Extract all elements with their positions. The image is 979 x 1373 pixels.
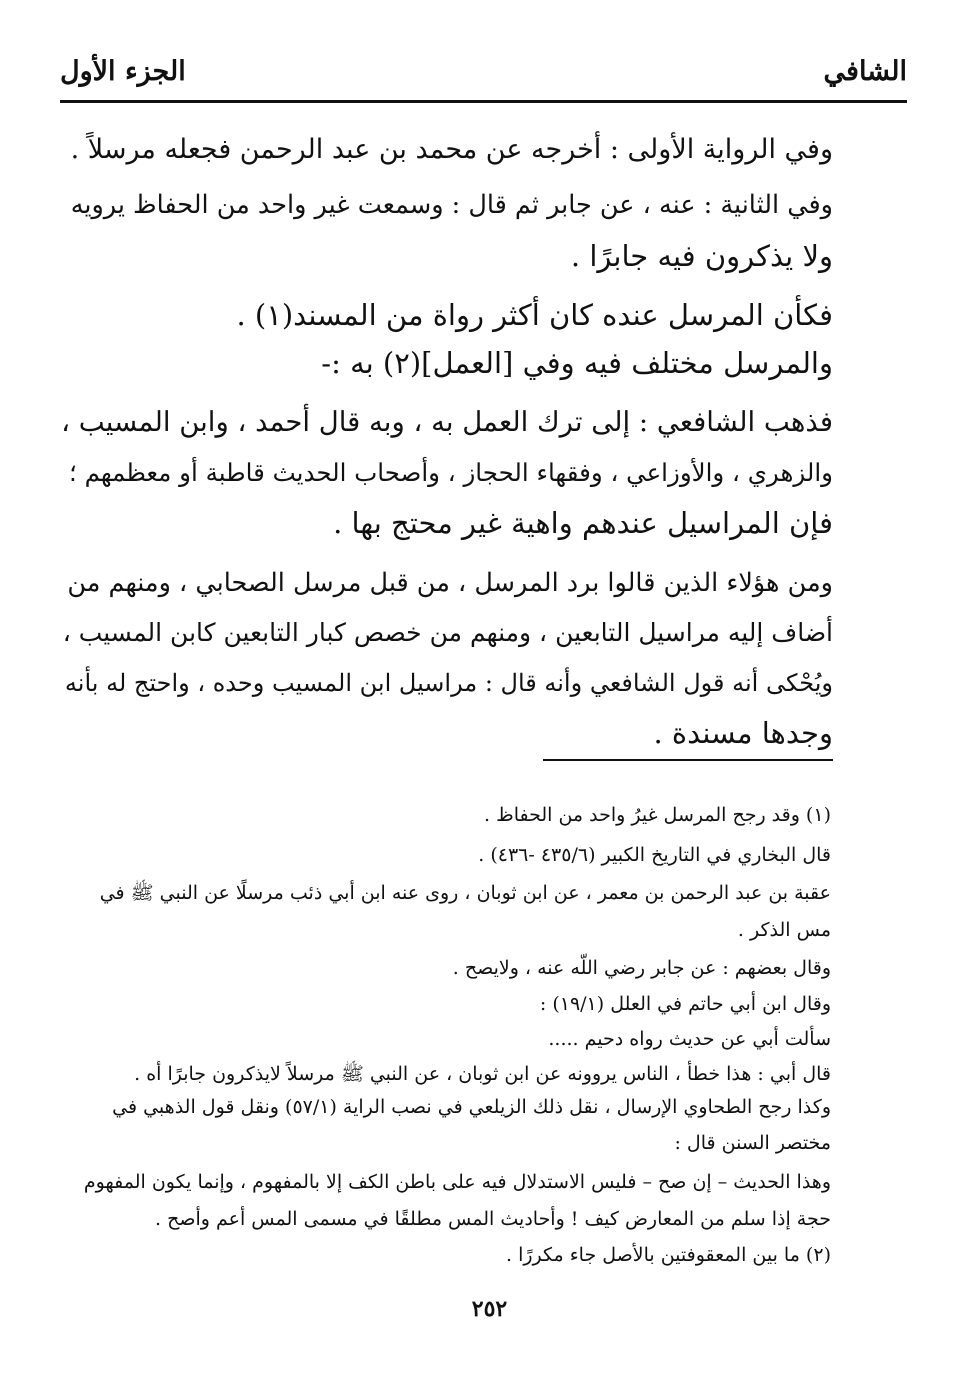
footnote-line: مختصر السنن قال : [674,1132,831,1154]
footnote-line: حجة إذا سلم من المعارض كيف ! وأحاديث المس مطلقًا في مسمى المس أعم وأصح . [155,1208,831,1230]
body-line: فكأن المرسل عنده كان أكثر رواة من المسند(١) . [236,298,833,332]
body-line: وفي الثانية : عنه ، عن جابر ثم قال : وسمعت غير واحد من الحفاظ يرويه [70,190,833,220]
footnote-separator [543,759,833,761]
footnote-line: سألت أبي عن حديث رواه دحيم ..... [548,1028,831,1050]
footnote-line: عقبة بن عبد الرحمن بن معمر ، عن ابن ثوبان ، روى عنه ابن أبي ذئب مرسلًا عن النبي ﷺ في [99,882,831,904]
footnote-line: (١) وقد رجح المرسل غيرُ واحد من الحفاظ . [484,804,831,826]
body-line: ومن هؤلاء الذين قالوا برد المرسل ، من قبل مرسل الصحابي ، ومنهم من [67,568,833,598]
body-line: وجدها مسندة . [653,716,833,750]
footnote-line: قال أبي : هذا خطأ ، الناس يروونه عن ابن ثوبان ، عن النبي ﷺ مرسلاً لايذكرون جابرًا أه . [134,1063,831,1085]
body-line: أضاف إليه مراسيل التابعين ، ومنهم من خصص كبار التابعين كابن المسيب ، [62,618,833,647]
body-line: فإن المراسيل عندهم واهية غير محتج بها . [333,506,833,540]
page-number: ٢٥٢ [471,1296,508,1322]
footnote-line: وكذا رجح الطحاوي الإرسال ، نقل ذلك الزيلعي في نصب الراية (٥٧/١) ونقل قول الذهبي في [112,1096,831,1118]
body-line: والزهري ، والأوزاعي ، وفقهاء الحجاز ، وأصحاب الحديث قاطبة أو معظمهم ؛ [69,458,833,487]
footnote-line: وقال بعضهم : عن جابر رضي اللّه عنه ، ولايصح . [452,957,831,979]
footnote-line: وهذا الحديث – إن صح – فليس الاستدلال فيه على باطن الكف إلا بالمفهوم ، وإنما يكون المفهوم [83,1171,831,1193]
book-title: الشافي [823,56,907,87]
volume-label: الجزء الأول [60,56,186,87]
body-line: وفي الرواية الأولى : أخرجه عن محمد بن عبد الرحمن فجعله مرسلاً . [70,134,833,165]
footnote-line: (٢) ما بين المعقوفتين بالأصل جاء مكررًا . [506,1244,831,1266]
running-header [60,52,907,103]
footnote-line: مس الذكر . [737,919,831,941]
body-line: والمرسل مختلف فيه وفي [العمل](٢) به :- [321,346,833,380]
body-line: فذهب الشافعي : إلى ترك العمل به ، وبه قال أحمد ، وابن المسيب ، [61,406,833,438]
footnote-line: وقال ابن أبي حاتم في العلل (١٩/١) : [539,993,831,1015]
footnote-line: قال البخاري في التاريخ الكبير (٤٣٥/٦ -٤٣٦) . [478,844,831,866]
body-line: ولا يذكرون فيه جابرًا . [570,239,833,273]
body-line: ويُحْكى أنه قول الشافعي وأنه قال : مراسيل ابن المسيب وحده ، واحتج له بأنه [64,669,833,697]
